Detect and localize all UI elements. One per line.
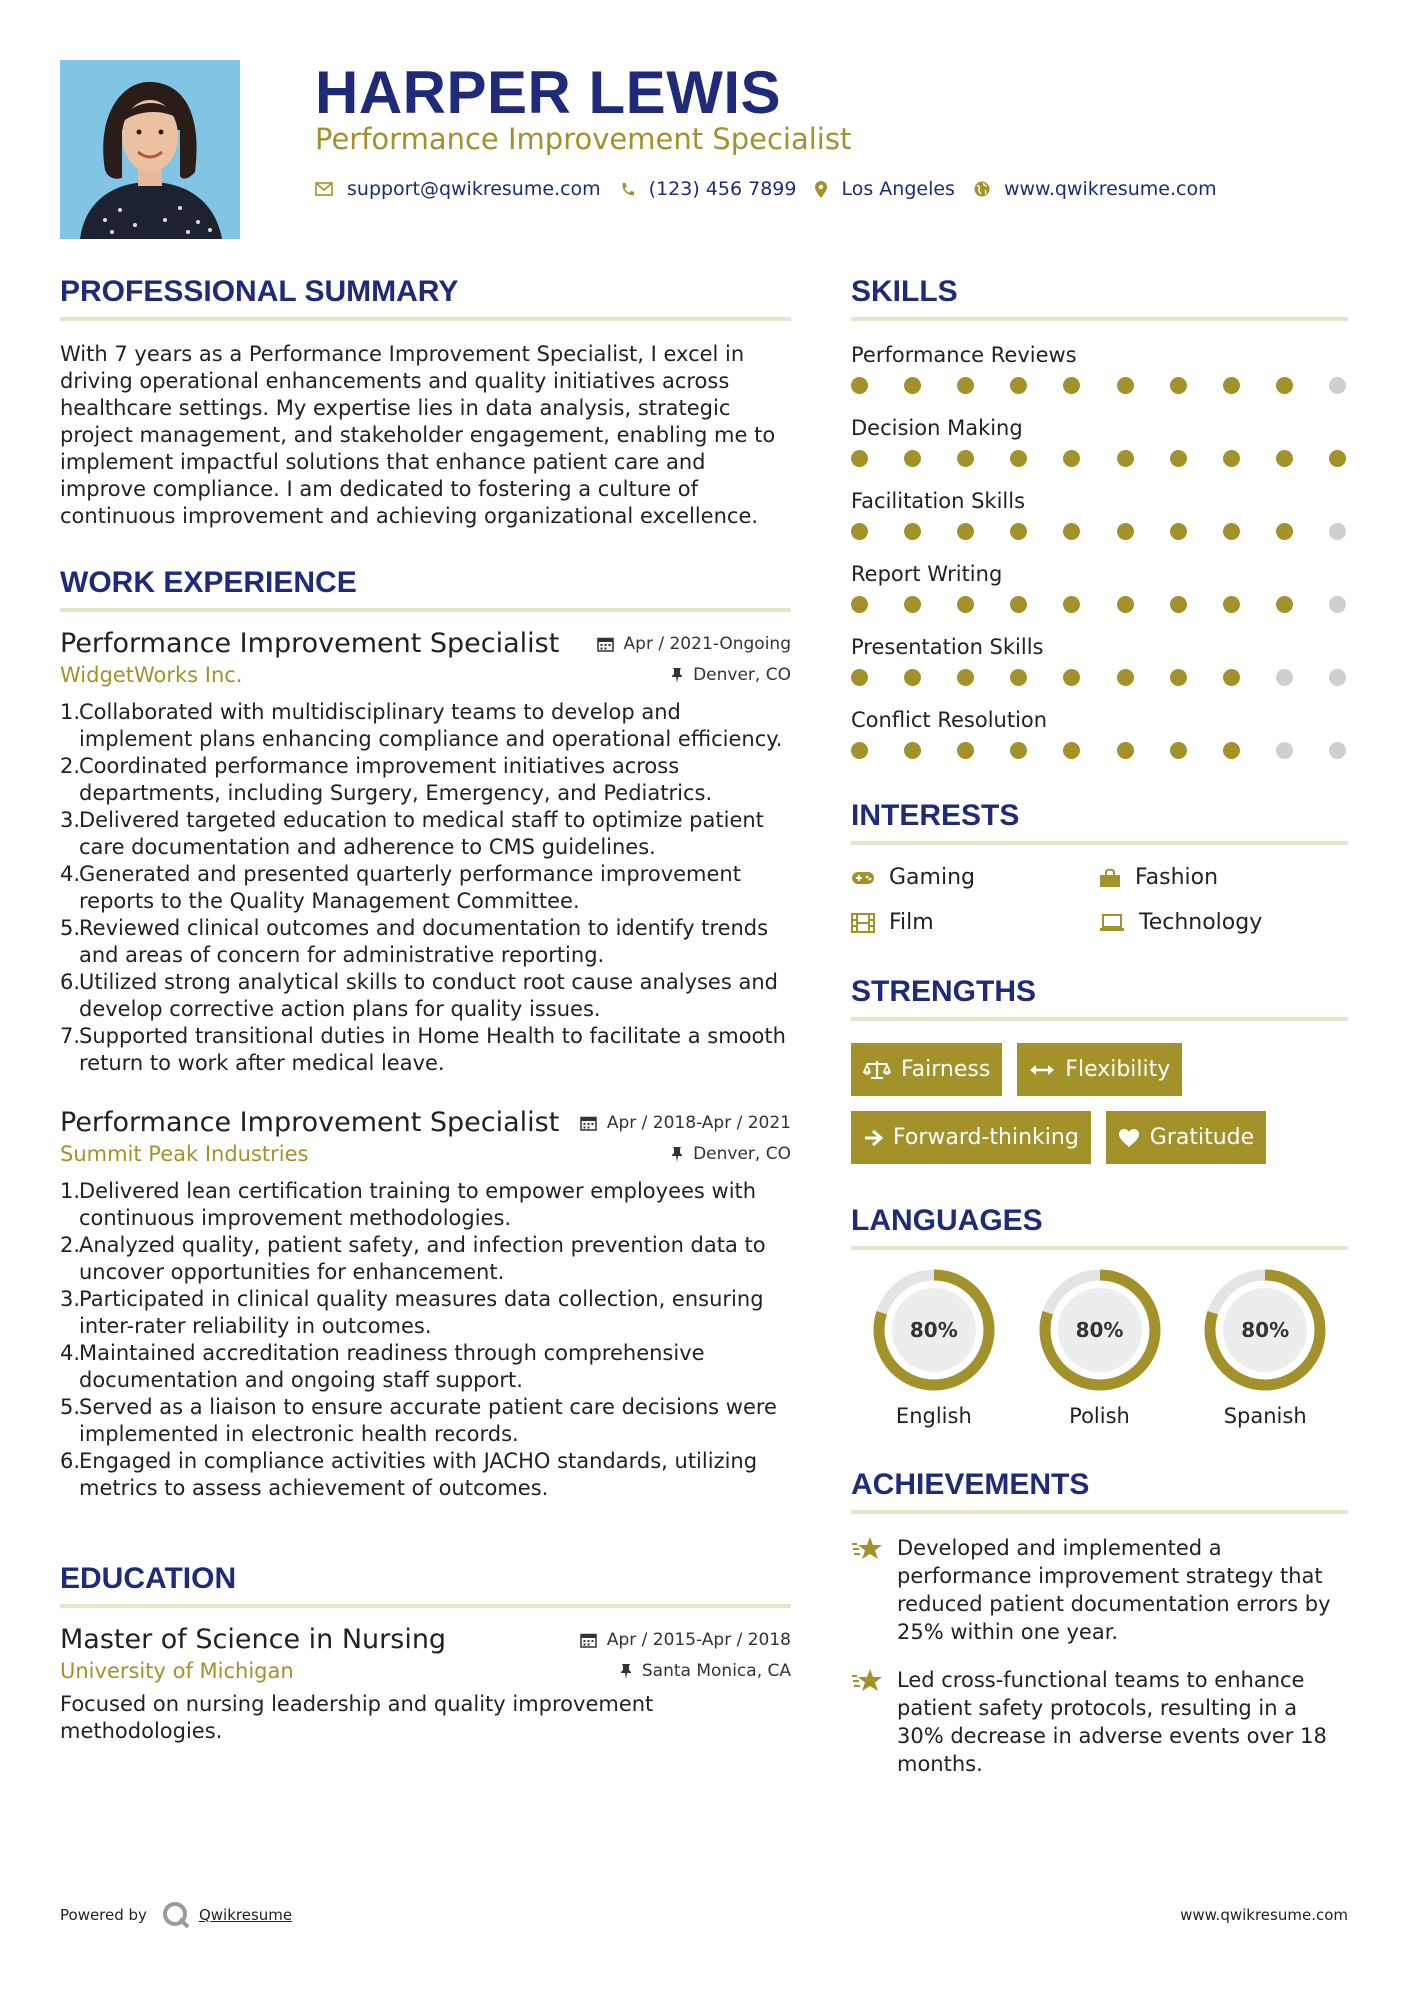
gamepad-icon — [851, 870, 875, 886]
arrows-horizontal-icon — [1029, 1063, 1055, 1077]
rating-dot-filled — [1063, 669, 1080, 686]
rating-dot-filled — [1223, 596, 1240, 613]
interest-label: Gaming — [889, 865, 975, 890]
list-item: 4. Maintained accreditation readiness through comprehensive documentation and ongoing staff support. — [60, 1341, 705, 1392]
language-name: English — [895, 1404, 972, 1428]
film-icon — [851, 913, 875, 933]
footer-website[interactable]: www.qwikresume.com — [1180, 1906, 1348, 1924]
rating-dot-filled — [904, 596, 921, 613]
contact-email[interactable] — [315, 178, 601, 200]
language-name: Polish — [1069, 1404, 1130, 1428]
rating-dot-filled — [1170, 450, 1187, 467]
rating-dot-filled — [1117, 523, 1134, 540]
skill-name: Report Writing — [851, 562, 1003, 586]
rating-dot-filled — [1170, 596, 1187, 613]
rating-dot-filled — [904, 450, 921, 467]
language-progress-ring — [1203, 1268, 1327, 1392]
job-bullets — [60, 699, 791, 1077]
achievements-heading: ACHIEVEMENTS — [851, 1468, 1348, 1514]
qwikresume-logo-icon — [161, 1900, 191, 1930]
strength-label: Flexibility — [1065, 1057, 1171, 1082]
list-item: 1. Collaborated with multidisciplinary teams to develop and implement plans enhancing compliance and operational efficiency. — [60, 700, 783, 751]
skill-rating — [851, 523, 1348, 540]
interests-list — [851, 865, 1348, 935]
phone-icon — [620, 182, 635, 197]
language-percent: 80% — [909, 1318, 958, 1342]
rating-dot-filled — [1063, 450, 1080, 467]
skill-rating — [851, 450, 1348, 467]
rating-dot-filled — [1063, 523, 1080, 540]
website-text: www.qwikresume.com — [1003, 178, 1217, 200]
interest-label: Film — [889, 910, 934, 935]
contact-phone[interactable] — [620, 178, 797, 200]
rating-dot-filled — [1223, 450, 1240, 467]
strength-label: Fairness — [901, 1057, 991, 1082]
experience-heading: WORK EXPERIENCE — [60, 566, 791, 612]
contact-bar — [315, 178, 1236, 200]
rating-dot-empty — [1276, 669, 1293, 686]
education-entry — [60, 1624, 791, 1745]
job-date-text: Apr / 2021-Ongoing — [623, 633, 791, 654]
interests-heading: INTERESTS — [851, 799, 1348, 845]
rating-dot-empty — [1329, 596, 1346, 613]
achievement-item — [851, 1666, 1348, 1778]
pushpin-icon — [671, 1146, 683, 1162]
rating-dot-filled — [1063, 596, 1080, 613]
language-name: Spanish — [1223, 1404, 1307, 1428]
list-item: 7. Supported transitional duties in Home Health to facilitate a smooth return to work after medical leave. — [60, 1024, 786, 1075]
left-column — [60, 275, 791, 1745]
languages-list — [851, 1268, 1348, 1428]
strengths-list — [851, 1043, 1348, 1164]
rating-dot-filled — [1063, 377, 1080, 394]
degree-title: Master of Science in Nursing — [60, 1624, 447, 1655]
rating-dot-filled — [957, 742, 974, 759]
skill-item — [851, 562, 1348, 613]
rating-dot-filled — [957, 669, 974, 686]
rating-dot-empty — [1329, 523, 1346, 540]
skill-item — [851, 708, 1348, 759]
languages-heading: LANGUAGES — [851, 1204, 1348, 1250]
achievement-text: Developed and implemented a performance improvement strategy that reduced patient documentation errors by 25% within one year. — [897, 1536, 1331, 1644]
job-location — [671, 1144, 791, 1164]
education-location-text: Santa Monica, CA — [641, 1661, 791, 1681]
rating-dot-filled — [1276, 596, 1293, 613]
person-portrait-icon — [60, 60, 240, 239]
strength-tag — [851, 1111, 1091, 1164]
education-heading: EDUCATION — [60, 1562, 791, 1608]
list-item: 2. Analyzed quality, patient safety, and infection prevention data to uncover opportunities for enhancement. — [60, 1233, 766, 1284]
rating-dot-filled — [1010, 596, 1027, 613]
achievements-list — [851, 1534, 1348, 1778]
rating-dot-filled — [957, 596, 974, 613]
rating-dot-filled — [904, 669, 921, 686]
job-title: Performance Improvement Specialist — [60, 1107, 560, 1138]
list-item: 3. Delivered targeted education to medical staff to optimize patient care documentation and adherence to CMS guidelines. — [60, 808, 764, 859]
skill-item — [851, 416, 1348, 467]
list-item: 2. Coordinated performance improvement initiatives across departments, including Surgery, Emergency, and Pediatrics. — [60, 754, 713, 805]
rating-dot-filled — [851, 450, 868, 467]
brand-link[interactable]: Qwikresume — [198, 1906, 293, 1924]
job-location-text: Denver, CO — [693, 1144, 791, 1164]
rating-dot-filled — [1276, 377, 1293, 394]
list-item: 4. Generated and presented quarterly performance improvement reports to the Quality Management Committee. — [60, 862, 741, 913]
rating-dot-filled — [1117, 596, 1134, 613]
rating-dot-filled — [851, 742, 868, 759]
education-date — [580, 1630, 791, 1650]
list-item: 1. Delivered lean certification training to empower employees with continuous improvement methodologies. — [60, 1179, 757, 1230]
achievement-text: Led cross-functional teams to enhance patient safety protocols, resulting in a 30% decrease in adverse events over 18 months. — [897, 1668, 1327, 1776]
rating-dot-filled — [1170, 377, 1187, 394]
job-entry — [60, 1107, 791, 1502]
envelope-icon — [315, 182, 333, 196]
profile-photo — [60, 60, 240, 239]
skill-name: Performance Reviews — [851, 343, 1077, 367]
rating-dot-filled — [851, 596, 868, 613]
pushpin-icon — [620, 1663, 632, 1679]
language-percent: 80% — [1075, 1318, 1124, 1342]
language-percent: 80% — [1241, 1318, 1290, 1342]
arrow-right-icon — [863, 1129, 883, 1147]
star-icon — [851, 1666, 897, 1778]
globe-icon — [974, 181, 990, 197]
rating-dot-filled — [1010, 742, 1027, 759]
skill-name: Decision Making — [851, 416, 1023, 440]
skill-name: Conflict Resolution — [851, 708, 1048, 732]
job-date — [597, 634, 791, 654]
list-item: 3. Participated in clinical quality measures data collection, ensuring inter-rater reliability in outcomes. — [60, 1287, 764, 1338]
rating-dot-filled — [1010, 669, 1027, 686]
footer-powered-by — [60, 1900, 292, 1930]
rating-dot-filled — [1329, 450, 1346, 467]
job-bullets — [60, 1178, 791, 1502]
rating-dot-empty — [1329, 742, 1346, 759]
list-item: 5. Served as a liaison to ensure accurate patient care decisions were implemented in electronic health records. — [60, 1395, 777, 1446]
contact-website[interactable] — [974, 178, 1217, 200]
education-description: Focused on nursing leadership and quality improvement methodologies. — [60, 1692, 654, 1743]
school-name: University of Michigan — [60, 1659, 294, 1683]
language-item — [851, 1268, 1017, 1428]
skill-item — [851, 489, 1348, 540]
calendar-icon — [597, 636, 614, 652]
strength-tag — [1106, 1111, 1266, 1164]
shopping-bag-icon — [1099, 868, 1121, 888]
skills-heading: SKILLS — [851, 275, 1348, 321]
star-icon — [851, 1534, 897, 1646]
rating-dot-empty — [1276, 742, 1293, 759]
skill-item — [851, 343, 1348, 394]
rating-dot-filled — [957, 523, 974, 540]
summary-heading: PROFESSIONAL SUMMARY — [60, 275, 791, 321]
rating-dot-empty — [1329, 669, 1346, 686]
interest-label: Fashion — [1135, 865, 1219, 890]
rating-dot-filled — [1170, 742, 1187, 759]
rating-dot-filled — [851, 669, 868, 686]
job-date-text: Apr / 2018-Apr / 2021 — [606, 1112, 791, 1133]
job-location-text: Denver, CO — [693, 665, 791, 685]
job-title: Performance Improvement Specialist — [60, 628, 560, 659]
education-date-text: Apr / 2015-Apr / 2018 — [606, 1629, 791, 1650]
rating-dot-filled — [1117, 450, 1134, 467]
language-progress-ring — [872, 1268, 996, 1392]
location-text: Los Angeles — [841, 178, 955, 200]
rating-dot-filled — [1223, 669, 1240, 686]
skill-name: Facilitation Skills — [851, 489, 1026, 513]
strength-label: Gratitude — [1149, 1125, 1255, 1150]
skill-rating — [851, 669, 1348, 686]
right-column — [851, 275, 1348, 1778]
interest-item — [851, 865, 1099, 890]
rating-dot-filled — [1223, 742, 1240, 759]
company-name: WidgetWorks Inc. — [60, 663, 243, 687]
rating-dot-filled — [904, 523, 921, 540]
rating-dot-filled — [1276, 523, 1293, 540]
list-item: 5. Reviewed clinical outcomes and documentation to identify trends and areas of concern for administrative reporting. — [60, 916, 769, 967]
language-progress-ring — [1038, 1268, 1162, 1392]
job-entry — [60, 628, 791, 1077]
list-item: 6. Utilized strong analytical skills to conduct root cause analyses and develop corrective action plans for quality issues. — [60, 970, 778, 1021]
rating-dot-filled — [1223, 523, 1240, 540]
skill-name: Presentation Skills — [851, 635, 1044, 659]
company-name: Summit Peak Industries — [60, 1142, 309, 1166]
calendar-icon — [580, 1632, 597, 1648]
rating-dot-filled — [1170, 669, 1187, 686]
candidate-name: HARPER LEWIS — [315, 59, 782, 126]
interest-item — [851, 910, 1099, 935]
heart-icon — [1118, 1128, 1140, 1148]
pushpin-icon — [671, 667, 683, 683]
rating-dot-filled — [957, 377, 974, 394]
rating-dot-filled — [1117, 669, 1134, 686]
laptop-icon — [1099, 914, 1125, 932]
rating-dot-filled — [1010, 450, 1027, 467]
strength-tag — [851, 1043, 1002, 1096]
contact-location — [815, 178, 954, 200]
rating-dot-filled — [1010, 377, 1027, 394]
rating-dot-filled — [1223, 377, 1240, 394]
rating-dot-empty — [1329, 377, 1346, 394]
balance-scale-icon — [863, 1059, 891, 1081]
language-item — [1017, 1268, 1183, 1428]
job-date — [580, 1113, 791, 1133]
skills-list — [851, 343, 1348, 759]
strength-tag — [1017, 1043, 1182, 1096]
rating-dot-filled — [851, 377, 868, 394]
interest-item — [1099, 865, 1347, 890]
rating-dot-filled — [1170, 523, 1187, 540]
candidate-title: Performance Improvement Specialist — [315, 122, 852, 156]
powered-by-text: Powered by — [60, 1906, 147, 1924]
phone-text: (123) 456 7899 — [648, 178, 797, 200]
skill-item — [851, 635, 1348, 686]
rating-dot-filled — [1117, 742, 1134, 759]
rating-dot-filled — [851, 523, 868, 540]
job-location — [671, 665, 791, 685]
rating-dot-filled — [957, 450, 974, 467]
skill-rating — [851, 377, 1348, 394]
rating-dot-filled — [1010, 523, 1027, 540]
skill-rating — [851, 742, 1348, 759]
education-location — [620, 1661, 791, 1681]
strength-label: Forward-thinking — [893, 1125, 1079, 1150]
calendar-icon — [580, 1115, 597, 1131]
skill-rating — [851, 596, 1348, 613]
achievement-item — [851, 1534, 1348, 1646]
rating-dot-filled — [1117, 377, 1134, 394]
map-marker-icon — [815, 181, 827, 198]
rating-dot-filled — [904, 742, 921, 759]
language-item — [1182, 1268, 1348, 1428]
summary-text: With 7 years as a Performance Improvement Specialist, I excel in driving operational enhancements and quality initiatives across healthcare settings. My expertise lies in data analysis, strategic project management, and stakeholder engagement, enabling me to implement impactful solutions that enhance patient care and improve compliance. I am dedicated to fostering a culture of continuous improvement and achieving organizational excellence. — [60, 342, 776, 528]
rating-dot-filled — [1063, 742, 1080, 759]
strengths-heading: STRENGTHS — [851, 975, 1348, 1021]
interest-item — [1099, 910, 1347, 935]
rating-dot-filled — [904, 377, 921, 394]
email-text: support@qwikresume.com — [347, 178, 601, 200]
interest-label: Technology — [1139, 910, 1263, 935]
list-item: 6. Engaged in compliance activities with JACHO standards, utilizing metrics to assess achievement of outcomes. — [60, 1449, 758, 1500]
rating-dot-filled — [1276, 450, 1293, 467]
